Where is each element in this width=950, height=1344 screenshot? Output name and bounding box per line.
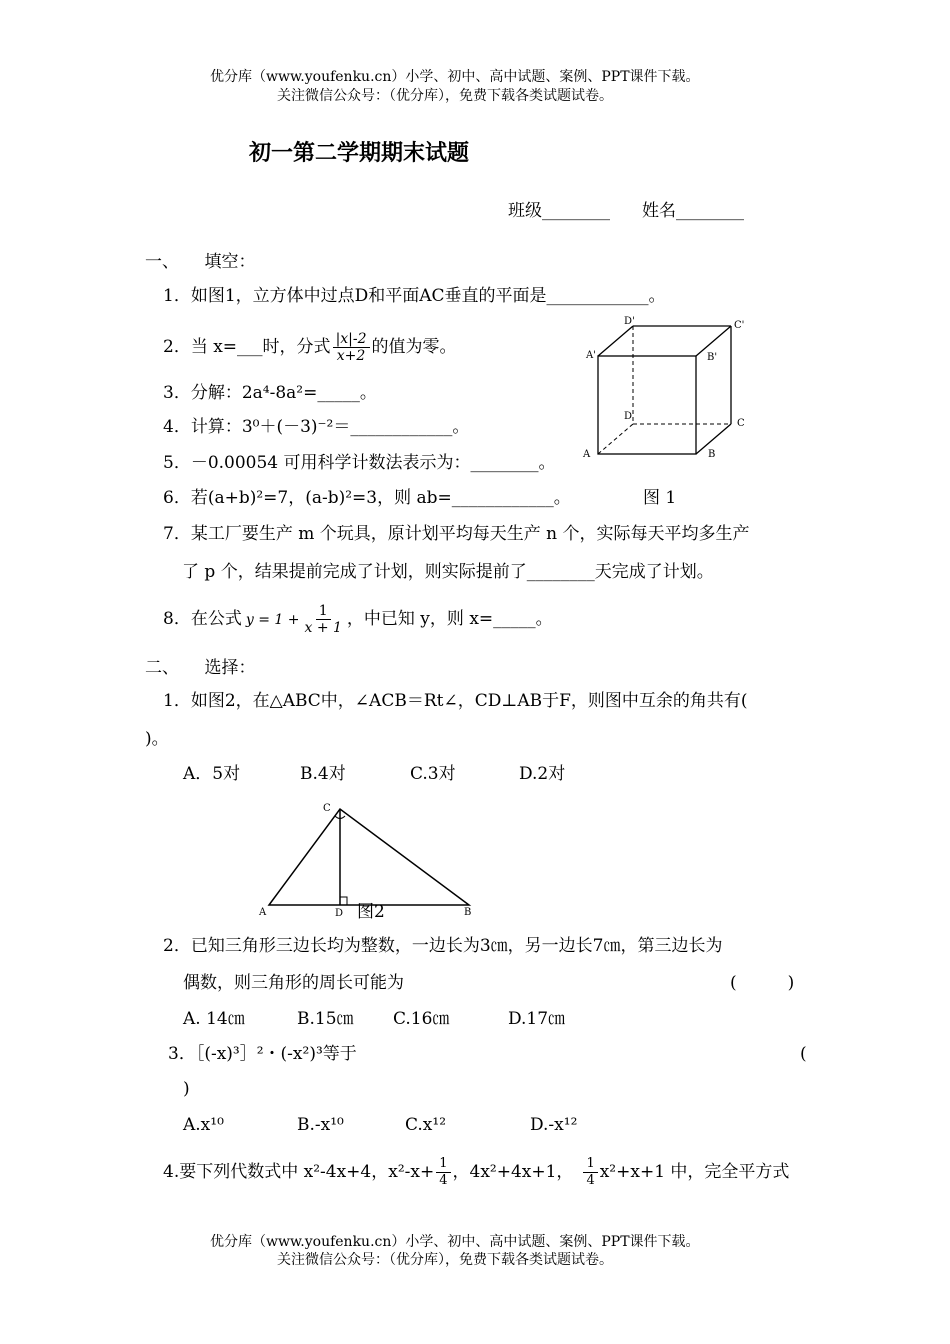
- question-2-4-middle: ，4x²+4x+1，: [452, 1162, 574, 1182]
- question-1-4: 4．计算：3⁰＋(－3)⁻²＝____________。: [163, 417, 470, 437]
- question-1-7-line-1: 7．某工厂要生产 m 个玩具，原计划平均每天生产 n 个，实际每天平均多生产: [163, 524, 750, 544]
- question-2-1-line-2: )。: [145, 729, 169, 749]
- question-1-3: 3．分解：2a⁴-8a²=_____。: [163, 383, 377, 403]
- option-2-3-a: A.x¹⁰: [183, 1115, 224, 1135]
- name-field-label: 姓名________: [642, 201, 744, 221]
- fraction-1-8-denominator: x + 1: [304, 620, 342, 636]
- fig2-label-D: D: [335, 908, 344, 919]
- fig2-label-B: B: [464, 907, 472, 918]
- section-1-label: 一、 填空：: [145, 252, 256, 272]
- label-B-prime: B': [707, 352, 718, 363]
- option-2-2-b: B.15㎝: [297, 1009, 354, 1029]
- fraction-1-2: [333, 331, 370, 364]
- question-2-4-suffix: x²+x+1 中，完全平方式: [599, 1162, 790, 1182]
- fraction-1-8-numerator: 1: [316, 603, 331, 620]
- question-1-5: 5．－0.00054 可用科学计数法表示为：________。: [163, 453, 556, 473]
- question-1-1: 1．如图1，立方体中过点D和平面AC垂直的平面是____________。: [163, 286, 666, 306]
- label-A: A: [583, 449, 591, 460]
- question-2-1-line-1: 1．如图2，在△ABC中，∠ACB＝Rt∠，CD⊥AB于F，则图中互余的角共有(: [163, 691, 748, 711]
- class-field-label: 班级________: [508, 201, 610, 221]
- section-2-label: 二、 选择：: [145, 658, 256, 678]
- figure-1-cube: [580, 312, 750, 462]
- option-2-2-c: C.16㎝: [393, 1009, 450, 1029]
- fraction-2-4-b: [583, 1156, 597, 1189]
- option-2-1-c: C.3对: [410, 764, 456, 784]
- question-2-2-line-1: 2．已知三角形三边长均为整数，一边长为3㎝，另一边长7㎝，第三边长为: [163, 936, 723, 956]
- label-D-prime: D': [624, 316, 635, 327]
- option-2-1-a: A．5对: [183, 764, 241, 784]
- header-line-2: 关注微信公众号：（优分库），免费下载各类试题试卷。: [277, 88, 613, 104]
- option-2-1-b: B.4对: [300, 764, 346, 784]
- cube-hidden-edge-bottom-left: [598, 424, 633, 454]
- fig2-label-C: C: [323, 803, 331, 814]
- option-2-2-a: A. 14㎝: [183, 1009, 245, 1029]
- question-2-4: [163, 1156, 789, 1189]
- question-2-4-prefix: 4.要下列代数式中 x²-4x+4，x²-x+: [163, 1162, 435, 1182]
- label-A-prime: A': [586, 350, 596, 361]
- figure-2-caption: 图2: [357, 902, 385, 922]
- right-angle-mark-d: [340, 897, 347, 905]
- fraction-2-4-a-numerator: 1: [436, 1156, 450, 1173]
- label-B: B: [708, 449, 716, 460]
- question-1-8-prefix: 8．在公式: [163, 609, 242, 629]
- fraction-2-4-a: [436, 1156, 450, 1189]
- question-1-2: [163, 331, 457, 364]
- question-1-2-prefix: 2．当 x=___时，分式: [163, 337, 331, 357]
- fraction-2-4-b-numerator: 1: [583, 1156, 597, 1173]
- figure-1-caption: 图 1: [643, 488, 677, 508]
- question-2-3: 3．［(-x)³］²・(-x²)³等于: [168, 1044, 357, 1064]
- question-1-8-suffix: ，中已知 y，则 x=_____。: [346, 609, 553, 629]
- label-C: C: [737, 418, 745, 429]
- answer-paren-2-3-close: ): [183, 1079, 190, 1099]
- fig2-label-A: A: [259, 907, 267, 918]
- fraction-1-2-denominator: x+2: [336, 348, 366, 364]
- option-2-3-b: B.-x¹⁰: [297, 1115, 344, 1135]
- option-2-3-c: C.x¹²: [405, 1115, 447, 1135]
- fraction-2-4-b-denominator: 4: [586, 1173, 595, 1188]
- option-2-1-d: D.2对: [519, 764, 566, 784]
- header-line-1: 优分库（www.youfenku.cn）小学、初中、高中试题、案例、PPT课件下载。: [210, 69, 700, 85]
- question-1-6: 6．若(a+b)²=7，(a-b)²=3，则 ab=____________。: [163, 488, 571, 508]
- cube-front-face: [598, 356, 696, 454]
- fraction-1-2-numerator: |x|-2: [333, 331, 370, 348]
- fraction-1-8: [301, 603, 344, 636]
- fraction-2-4-a-denominator: 4: [439, 1173, 448, 1188]
- page-title: 初一第二学期期末试题: [249, 140, 470, 166]
- option-2-2-d: D.17㎝: [508, 1009, 566, 1029]
- triangle-abc: [269, 809, 469, 905]
- question-2-2-line-2: 偶数，则三角形的周长可能为: [183, 973, 404, 993]
- cube-edge-top-left: [598, 326, 633, 356]
- label-D: D: [624, 411, 633, 422]
- option-2-3-d: D.-x¹²: [530, 1115, 578, 1135]
- formula-lhs: y = 1 +: [245, 612, 300, 628]
- answer-paren-2-2: ( ): [730, 973, 795, 993]
- label-C-prime: C': [734, 320, 745, 331]
- question-1-2-suffix: 的值为零。: [371, 337, 457, 357]
- question-1-8: [163, 603, 553, 636]
- footer-line-1: 优分库（www.youfenku.cn）小学、初中、高中试题、案例、PPT课件下载。: [210, 1234, 700, 1250]
- question-1-7-line-2: 了 p 个，结果提前完成了计划，则实际提前了________天完成了计划。: [182, 562, 714, 582]
- answer-paren-2-3-open: (: [800, 1044, 807, 1064]
- footer-line-2: 关注微信公众号：（优分库），免费下载各类试题试卷。: [277, 1252, 613, 1268]
